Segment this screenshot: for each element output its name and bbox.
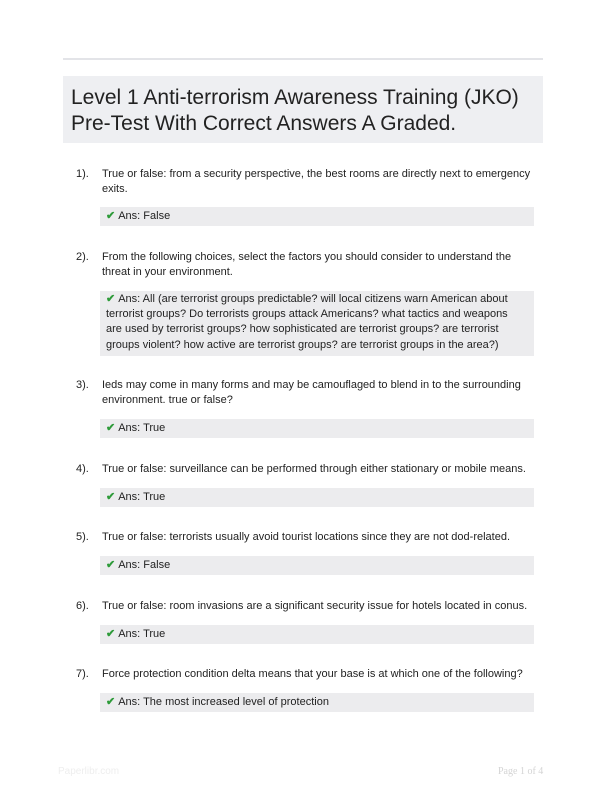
question-number: 2). [76, 251, 89, 263]
question-text: From the following choices, select the factors you should consider to understand the threat in your environment. [102, 251, 512, 279]
check-icon: ✔ [106, 422, 116, 434]
answer-box [100, 419, 534, 438]
question-text: True or false: room invasions are a significant security issue for hotels located in conus. [102, 600, 528, 612]
answer-box [100, 625, 534, 644]
question-number: 5). [76, 531, 89, 543]
question-text: True or false: terrorists usually avoid tourist locations since they are not dod-related. [102, 531, 511, 543]
top-divider [63, 58, 543, 60]
page-title: Level 1 Anti-terrorism Awareness Training (JKO) Pre-Test With Correct Answers A Graded. [71, 86, 519, 135]
answer-box [100, 291, 534, 356]
question-text: Ieds may come in many forms and may be camouflaged to blend in to the surrounding environment. true or false? [102, 379, 521, 407]
check-icon: ✔ [106, 559, 116, 571]
check-icon: ✔ [106, 696, 116, 708]
answer-text: Ans: False [118, 210, 171, 222]
check-icon: ✔ [106, 210, 116, 222]
question-number: 7). [76, 668, 89, 680]
question-number: 1). [76, 168, 89, 180]
answer-box [100, 693, 534, 712]
answer-text: Ans: The most increased level of protection [118, 696, 329, 708]
question-text: Force protection condition delta means that your base is at which one of the following? [102, 668, 523, 680]
question-number: 3). [76, 379, 89, 391]
answer-box [100, 488, 534, 507]
answer-box [100, 207, 534, 226]
answer-text: Ans: True [118, 491, 166, 503]
question-number: 6). [76, 600, 89, 612]
title-box [63, 76, 543, 143]
answer-text: Ans: True [118, 628, 166, 640]
check-icon: ✔ [106, 628, 116, 640]
answer-text: Ans: False [118, 559, 171, 571]
question-text: True or false: from a security perspective, the best rooms are directly next to emergency exits. [102, 168, 531, 196]
answer-box [100, 556, 534, 575]
footer-watermark: Paperlibr.com [58, 766, 120, 777]
answer-text: Ans: True [118, 422, 166, 434]
check-icon: ✔ [106, 491, 116, 503]
answer-text: Ans: All (are terrorist groups predictable? will local citizens warn American about terrorist groups? Do terrorists groups attack Americans? what tactics and weapons are used by terrorist groups? how sophisticated are terrorist groups? are terrorist groups violent? how active are terrorist groups? are terrorist groups in the area?) [106, 293, 508, 351]
page-number: Page 1 of 4 [498, 766, 544, 777]
question-text: True or false: surveillance can be performed through either stationary or mobile means. [102, 463, 526, 475]
check-icon: ✔ [106, 293, 116, 305]
question-number: 4). [76, 463, 89, 475]
